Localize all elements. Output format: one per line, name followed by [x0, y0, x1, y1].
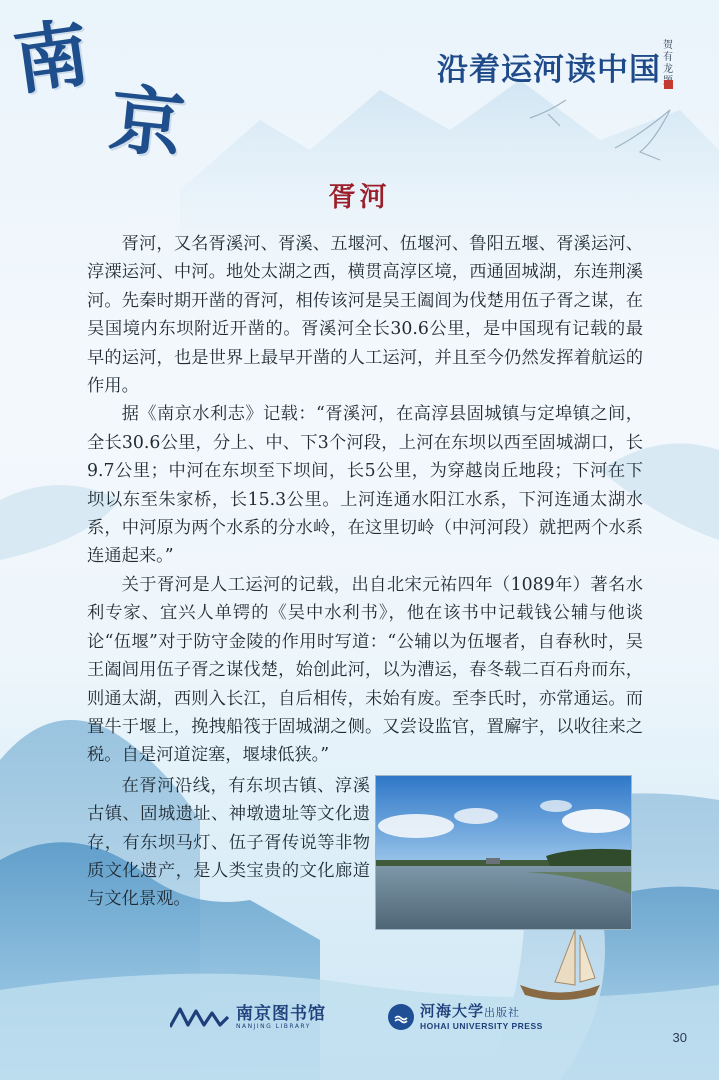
article-body [87, 230, 643, 930]
paragraph-3: 关于胥河是人工运河的记载，出自北宋元祐四年（1089年）著名水利专家、宜兴人单锷的《吴中水利书》，他在该书中记载钱公辅与他谈论“伍堰”对于防守金陵的作用时写道：“公辅以为伍堰者，自春秋时，吴王阖闾用伍子胥之谋伐楚，始创此河，以为漕运，春冬载二百石舟而东，则通太湖，西则入长江，自后相传，未始有废。至李氏时，亦常通运。而置牛于堰上，挽拽船筏于固城湖之侧。又尝设监官，置廨宇，以收往来之税。自是河道淀塞，堰埭低狭。” [87, 574, 643, 766]
series-title: 沿着运河读中国 [437, 52, 661, 88]
press-name-en: HOHAI UNIVERSITY PRESS [420, 1021, 543, 1031]
city-char-1: 南 [8, 9, 97, 106]
signature: 贺有龙 [663, 40, 673, 75]
page-title: 胥河 [328, 182, 391, 213]
closing-section [87, 772, 643, 930]
library-name-en: NANJING LIBRARY [236, 1022, 311, 1030]
seal-stamp-icon [664, 80, 673, 89]
library-logo [170, 1003, 326, 1031]
paragraph-1: 胥河，又名胥溪河、胥溪、五堰河、伍堰河、鲁阳五堰、胥溪运河、淳溧运河、中河。地处太湖之西，横贯高淳区境，西通固城湖，东连荆溪河。先秦时期开凿的胥河，相传该河是吴王阖闾为伐楚用伍子胥之谋，在吴国境内东坝附近开凿的。胥溪河全长30.6公里，是中国现有记载的最早的运河，也是世界上最早开凿的人工运河，并且至今仍然发挥着航运的作用。 [87, 234, 643, 397]
press-logo [388, 1003, 543, 1031]
page-number: 30 [672, 1030, 687, 1045]
press-emblem-icon [388, 1004, 414, 1030]
press-name-suffix: 出版社 [484, 1006, 521, 1019]
library-name: 南京图书馆 [236, 1003, 326, 1024]
river-photo [375, 775, 632, 930]
press-name-main: 河海大学 [420, 1002, 485, 1020]
paragraph-2: 据《南京水利志》记载：“胥溪河，在高淳县固城镇与定埠镇之间，全长30.6公里，分上、中、下3个河段，上河在东坝以西至固城湖口，长9.7公里；中河在东坝至下坝间，长5公里，为穿越岗丘地段；下河在下坝以东至朱家桥，长15.3公里。上河连通水阳江水系，下河连通太湖水系，中河原为两个水系的分水岭，在这里切岭（中河河段）就把两个水系连通起来。” [87, 404, 643, 567]
press-name [420, 1003, 543, 1021]
paragraph-4: 在胥河沿线，有东坝古镇、淳溪古镇、固城遗址、神墩遗址等文化遗存，有东坝马灯、伍子胥传说等非物质文化遗产，是人类宝贵的文化廊道与文化景观。 [87, 775, 370, 910]
city-calligraphy [8, 9, 191, 170]
city-char-2: 京 [105, 76, 191, 170]
library-emblem-icon [170, 1003, 232, 1031]
